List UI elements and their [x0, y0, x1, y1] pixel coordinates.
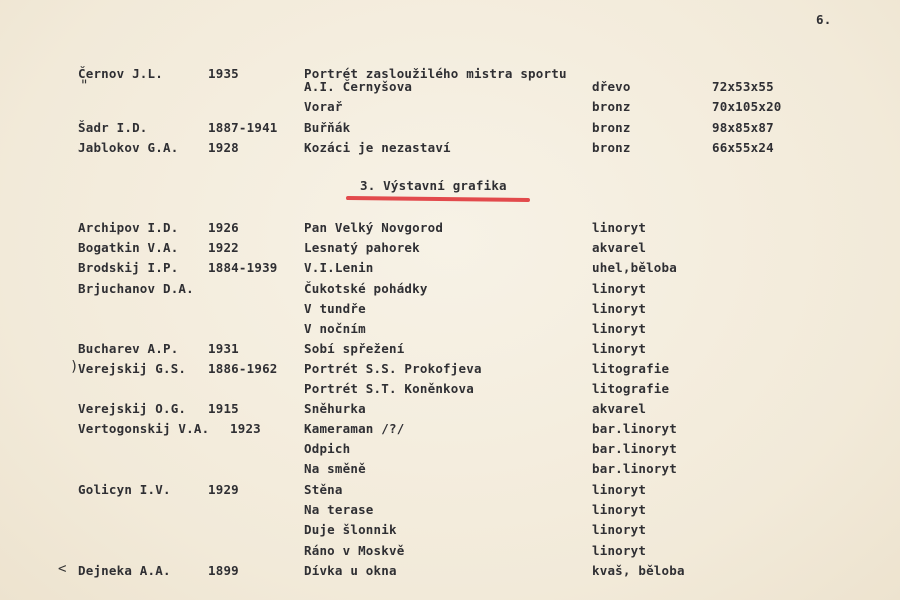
year: 1928 [208, 140, 239, 155]
title: Duje šlonnik [304, 522, 397, 537]
year: 1931 [208, 341, 239, 356]
year: 1935 [208, 66, 239, 81]
technique: akvarel [592, 240, 647, 255]
author: Verejskij O.G. [78, 401, 187, 416]
author: Černov J.L. [78, 66, 163, 81]
title: Sněhurka [304, 401, 366, 416]
title: Ráno v Moskvě [304, 543, 405, 558]
technique: linoryt [592, 502, 647, 517]
author: Šadr I.D. [78, 120, 148, 135]
technique: akvarel [592, 401, 647, 416]
technique: bar.linoryt [592, 441, 677, 456]
title: Buřňák [304, 120, 351, 135]
technique: bronz [592, 140, 631, 155]
check-mark: < [58, 561, 67, 577]
title: Odpich [304, 441, 351, 456]
title: Vorař [304, 99, 343, 114]
author: Brjuchanov D.A. [78, 281, 194, 296]
technique: dřevo [592, 79, 631, 94]
title: Na terase [304, 502, 374, 517]
title: Na směně [304, 461, 366, 476]
author: Golicyn I.V. [78, 482, 171, 497]
title: Portrét S.S. Prokofjeva [304, 361, 482, 376]
technique: bar.linoryt [592, 421, 677, 436]
year: 1884-1939 [208, 260, 278, 275]
technique: bar.linoryt [592, 461, 677, 476]
title: V tundře [304, 301, 366, 316]
author: Bogatkin V.A. [78, 240, 179, 255]
title: V nočním [304, 321, 366, 336]
technique: linoryt [592, 341, 647, 356]
year: 1922 [208, 240, 239, 255]
title: A.I. Černyšova [304, 79, 413, 94]
technique: litografie [592, 361, 670, 376]
title: Sobí spřežení [304, 341, 405, 356]
section-heading: 3. Výstavní grafika [360, 178, 507, 193]
title: Lesnatý pahorek [304, 240, 420, 255]
technique: kvaš, běloba [592, 563, 685, 578]
title: Portrét S.T. Koněnkova [304, 381, 474, 396]
title: Stěna [304, 482, 343, 497]
title: Portrét zasloužilého mistra sportu [304, 66, 567, 81]
title: Kameraman /?/ [304, 421, 405, 436]
author: Archipov I.D. [78, 220, 179, 235]
technique: bronz [592, 99, 631, 114]
technique: uhel,běloba [592, 260, 677, 275]
page-number: 6. [816, 12, 832, 27]
title: Pan Velký Novgorod [304, 220, 444, 235]
year: 1923 [230, 421, 261, 436]
technique: linoryt [592, 543, 647, 558]
technique: linoryt [592, 301, 647, 316]
author: Bucharev A.P. [78, 341, 179, 356]
author: Verejskij G.S. [78, 361, 187, 376]
dimensions: 70x105x20 [712, 99, 782, 114]
title: Dívka u okna [304, 563, 397, 578]
year: 1915 [208, 401, 239, 416]
technique: linoryt [592, 220, 647, 235]
technique: linoryt [592, 281, 647, 296]
title: Čukotské pohádky [304, 281, 428, 296]
technique: linoryt [592, 522, 647, 537]
author: Dejneka A.A. [78, 563, 171, 578]
year: 1886-1962 [208, 361, 278, 376]
technique: linoryt [592, 482, 647, 497]
dimensions: 98x85x87 [712, 120, 774, 135]
title: V.I.Lenin [304, 260, 374, 275]
year: 1887-1941 [208, 120, 278, 135]
dimensions: 72x53x55 [712, 79, 774, 94]
author: Brodskij I.P. [78, 260, 179, 275]
red-pencil-underline [346, 196, 530, 202]
technique: linoryt [592, 321, 647, 336]
year: 1926 [208, 220, 239, 235]
title: Kozáci je nezastaví [304, 140, 451, 155]
technique: bronz [592, 120, 631, 135]
year: 1929 [208, 482, 239, 497]
check-mark: ) [70, 359, 79, 375]
author: Vertogonskij V.A. [78, 421, 210, 436]
ditto-mark: " [80, 78, 89, 94]
author: Jablokov G.A. [78, 140, 179, 155]
dimensions: 66x55x24 [712, 140, 774, 155]
technique: litografie [592, 381, 670, 396]
year: 1899 [208, 563, 239, 578]
